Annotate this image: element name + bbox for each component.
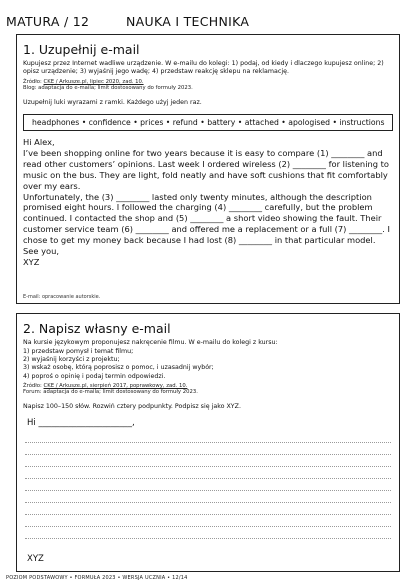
list-item: 1) przedstaw pomysł i temat filmu; [23, 348, 134, 355]
task2-intro: Na kursie językowym proponujesz nakręcenie filmu. W e-mailu do kolegi z kursu: [23, 339, 278, 346]
task2-title: 2. Napisz własny e-mail [23, 321, 171, 336]
task1-source-link[interactable]: CKE / Arkusze.pl, lipiec 2020, zad. 10. [43, 79, 144, 85]
task1-source-note: Blog: adaptacja do e-maila; limit dostosowany do formuły 2023. [23, 85, 193, 92]
answer-greeting: Hi ______________________, [27, 418, 135, 428]
list-item: 4) poproś o opinię i podaj termin odpowiedzi. [23, 372, 166, 380]
task2-instruction: Napisz 100–150 słów. Rozwiń cztery podpunkty. Podpisz się jako XYZ. [23, 403, 241, 410]
task1-panel [16, 34, 400, 304]
task2-source-note: Forum: adaptacja do e-maila; limit dostosowany do formuły 2023. [23, 389, 198, 396]
writing-line [25, 514, 391, 515]
task2-list [23, 348, 393, 381]
email-letter [23, 137, 397, 268]
writing-line [25, 466, 391, 467]
page-footer: POZIOM PODSTAWOWY • FORMUŁA 2023 • WERSJA UCZNIA • 12/14 [6, 575, 188, 581]
task1-source-prefix: Źródło: [23, 79, 44, 85]
task1-footnote: E-mail: opracowanie autorskie. [23, 294, 101, 300]
section-label: NAUKA I TECHNIKA [126, 14, 250, 29]
task2-panel [16, 313, 400, 572]
letter-paragraph: Unfortunately, the (3) ________ lasted only twenty minutes, although the description promised eight hours. I followed the charging (4) ________ carefully, but the problem continued. I contacted the shop and (5) ________ a short video showing the fault. Their customer service team (6) ________ and offered me a replacement or a full (7) ________. I chose to get my money back because I had lost (8) ________ in that particular model. [23, 191, 390, 246]
writing-line [25, 490, 391, 491]
writing-line [25, 454, 391, 455]
letter-paragraph: I’ve been shopping online for two years because it is easy to compare (1) ________ and read other customers’ opinions. Last week I ordered wireless (2) ________ for listening to music on the bus. They are light, fold neatly and have soft cushions that fit comfortably over my ears. [23, 147, 389, 191]
task1-source [23, 79, 393, 92]
word-box: headphones • confidence • prices • refund • battery • attached • apologised • instructions [23, 114, 393, 131]
writing-line [25, 502, 391, 503]
task2-source-prefix: Źródło: [23, 383, 44, 389]
letter-signature: XYZ [23, 256, 40, 267]
writing-line [25, 478, 391, 479]
list-item: 2) wyjaśnij korzyści z projektu; [23, 356, 120, 364]
exam-label: MATURA / 12 [6, 14, 90, 29]
list-item: 3) wskaż osobę, którą poprosisz o pomoc, i uzasadnij wybór; [23, 364, 214, 372]
task1-intro: Kupujesz przez Internet wadliwe urządzenie. W e-mailu do kolegi: 1) podaj, od kiedy i dlaczego kupujesz online; 2) opisz urządzenie; 3) wyjaśnij jego wadę; 4) przedstaw reakcję sklepu na reklamację. [23, 60, 384, 76]
task2-source-link[interactable]: CKE / Arkusze.pl, sierpień 2017, poprawkowy, zad. 10. [43, 383, 188, 389]
letter-greeting: Hi Alex, [23, 137, 55, 147]
answer-signature: XYZ [27, 554, 44, 564]
letter-closing: See you, [23, 246, 59, 257]
task2-source [23, 383, 393, 396]
page-header [6, 14, 410, 32]
writing-line [25, 442, 391, 443]
writing-line [25, 538, 391, 539]
task1-instruction: Uzupełnij luki wyrazami z ramki. Każdego użyj jeden raz. [23, 99, 202, 106]
task1-title: 1. Uzupełnij e-mail [23, 42, 140, 57]
writing-line [25, 526, 391, 527]
